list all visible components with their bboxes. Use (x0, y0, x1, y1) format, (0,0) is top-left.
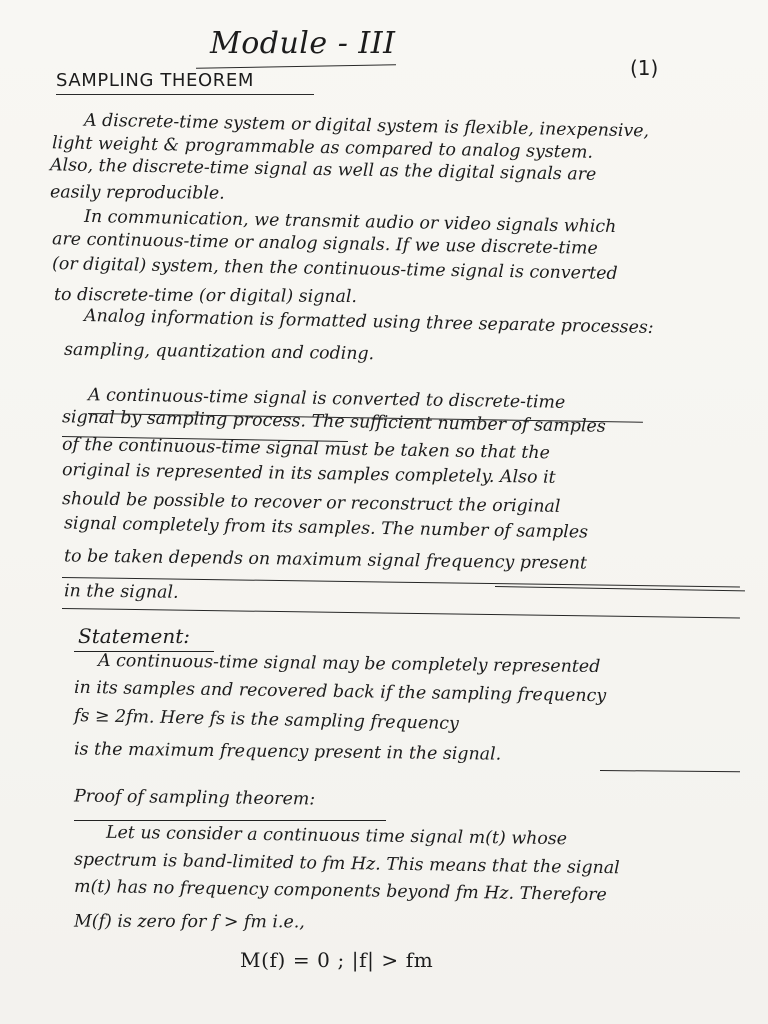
paragraph-line: original is represented in its samples completely. Also it (61, 460, 556, 488)
paragraph-line: A continuous-time signal is converted to discrete-time (87, 385, 566, 413)
paragraph-line: sampling, quantization and coding. (63, 339, 375, 365)
paragraph-line: (or digital) system, then the continuous-time signal is converted (51, 254, 618, 284)
section-heading: SAMPLING THEOREM (56, 70, 255, 91)
underline-4 (62, 608, 740, 618)
paragraph-line: in its samples and recovered back if the sampling frequency (73, 677, 607, 707)
equation-line: M(f) = 0 ; |f| > fm (240, 948, 434, 972)
proof-underline (74, 820, 386, 821)
paragraph-line: Also, the discrete-time signal as well as the digital signals are (49, 155, 597, 185)
page-number: (1) (630, 56, 659, 80)
paragraph-line: to be taken depends on maximum signal frequency present (63, 546, 588, 574)
paragraph-line: signal by sampling process. The sufficient number of samples (61, 407, 606, 437)
section-heading-underline (56, 94, 314, 95)
paragraph-line: Proof of sampling theorem: (73, 786, 316, 810)
paragraph-line: M(f) is zero for f > fm i.e., (73, 911, 305, 933)
paragraph-line: in the signal. (63, 581, 179, 603)
paragraph-line: m(t) has no frequency components beyond fm Hz. Therefore (73, 876, 607, 906)
paragraph-line: of the continuous-time signal must be taken so that the (61, 434, 551, 464)
paragraph-line: Analog information is formatted using three separate processes: (83, 306, 654, 338)
page-title: Module - III (210, 26, 396, 61)
paragraph-line: A discrete-time system or digital system is flexible, inexpensive, (83, 110, 650, 142)
paragraph-line: signal completely from its samples. The number of samples (63, 513, 589, 543)
paragraph-line: is the maximum frequency present in the signal. (73, 739, 502, 765)
paragraph-line: fs ≥ 2fm. Here fs is the sampling frequency (73, 705, 460, 735)
statement-underline (74, 651, 214, 652)
title-underline (196, 64, 396, 68)
paragraph-line: light weight & programmable as compared to analog system. (51, 133, 594, 163)
paragraph-line: are continuous-time or analog signals. If we use discrete-time (51, 229, 598, 259)
paragraph-line: Let us consider a continuous time signal m(t) whose (105, 822, 568, 850)
paragraph-line: spectrum is band-limited to fm Hz. This means that the signal (73, 849, 620, 879)
paragraph-line: In communication, we transmit audio or video signals which (83, 206, 617, 238)
paragraph-line: to discrete-time (or digital) signal. (53, 284, 358, 308)
paragraph-line: easily reproducible. (49, 182, 225, 204)
underline-6 (600, 770, 740, 772)
paragraph-line: A continuous-time signal may be completely represented (97, 650, 601, 678)
statement-heading: Statement: (78, 624, 190, 648)
paragraph-line: should be possible to recover or reconstruct the original (61, 489, 561, 517)
